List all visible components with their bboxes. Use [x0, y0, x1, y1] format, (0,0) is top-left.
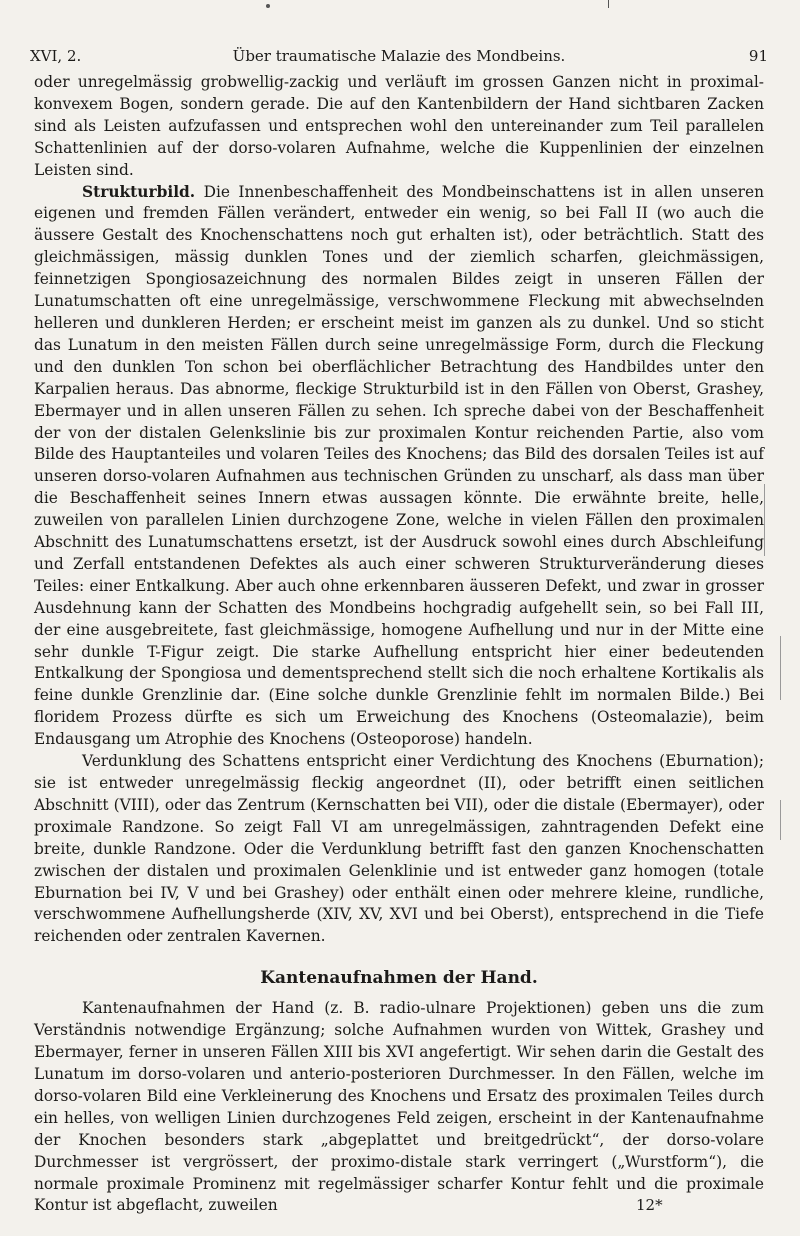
section-heading: Kantenaufnahmen der Hand.	[260, 968, 538, 989]
volume-number: XVI, 2.	[30, 47, 82, 65]
paragraph-strukturbild	[34, 182, 764, 752]
top-tick-mark	[608, 0, 609, 8]
margin-line-3	[780, 800, 781, 840]
section-label-strukturbild: Strukturbild.	[82, 182, 196, 201]
running-title: Über traumatische Malazie des Mondbeins.	[232, 47, 566, 65]
body-text	[34, 72, 764, 1217]
running-header	[30, 44, 768, 68]
paragraph-1: oder unregelmässig grobwellig-zackig und verläuft im grossen Ganzen nicht in proximal-konvexem Bogen, sondern gerade. Die auf den Kantenbildern der Hand sichtbaren Zacken sind als Leisten aufzufassen und entsprechen wohl den untereinander zum Teil parallelen Schattenlinien auf der dorso-volaren Aufnahme, welche die Kuppenlinien der einzelnen Leisten sind.	[34, 73, 764, 179]
margin-line-2	[780, 636, 781, 700]
top-dot-mark	[266, 4, 270, 8]
paragraph-kantenaufnahmen: Kantenaufnahmen der Hand (z. B. radio-ulnare Projektionen) geben uns die zum Verständnis notwendige Ergänzung; solche Aufnahmen wurden von Wittek, Grashey und Ebermayer, ferner in unseren Fällen XIII bis XVI angefertigt. Wir sehen darin die Gestalt des Lunatum im dorso-volaren und anterio-posterioren Durchmesser. In den Fällen, welche im dorso-volaren Bild eine Verkleinerung des Knochens und Ersatz des proximalen Teiles durch ein helles, von welligen Linien durchzogenes Feld zeigen, erscheint in der Kantenaufnahme der Knochen besonders stark „abgeplattet und breitgedrückt“, der dorso-volare Durchmesser ist vergrössert, der proximo-distale stark verringert („Wurstform“), die normale proximale Prominenz mit regelmässiger scharfer Kontur fehlt und die proximale Kontur ist abgeflacht, zuweilen	[34, 999, 764, 1215]
page-number: 91	[748, 47, 768, 65]
paragraph-strukturbild-text: Die Innenbeschaffenheit des Mondbeinschattens ist in allen unseren eigenen und fremden Fällen verändert, entweder ein wenig, so bei Fall II (wo auch die äussere Gestalt des Knochenschattens noch gut erhalten ist), oder beträchtlich. Statt des gleichmässigen, mässig dunklen Tones und der ziemlich scharfen, gleichmässigen, feinnetzigen Spongiosazeichnung des normalen Bildes zeigt in unseren Fällen der Lunatumschatten oft eine unregelmässige, verschwommene Fleckung mit abwechselnden helleren und dunkleren Herden; er erscheint meist im ganzen als zu dunkel. Und so sticht das Lunatum in den meisten Fällen durch seine unregelmässige Form, durch die Fleckung und den dunklen Ton schon bei oberflächlicher Betrachtung des Handbildes unter den Karpalien heraus. Das abnorme, fleckige Strukturbild ist in den Fällen von Oberst, Grashey, Ebermayer und in allen unseren Fällen zu sehen. Ich spreche dabei von der Beschaffenheit der von der distalen Gelenkslinie bis zur proximalen Kontur reichenden Partie, also vom Bilde des Hauptanteiles und volaren Teiles des Knochens; das Bild des dorsalen Teiles ist auf unseren dorso-volaren Aufnahmen aus technischen Gründen zu unscharf, als dass man über die Beschaffenheit seines Innern etwas aussagen könnte. Die erwähnte breite, helle, zuweilen von parallelen Linien durchzogene Zone, welche in vielen Fällen den proximalen Abschnitt des Lunatumschattens ersetzt, ist der Ausdruck sowohl eines durch Abschleifung und Zerfall entstandenen Defektes als auch einer schweren Strukturveränderung dieses Teiles: einer Entkalkung. Aber auch ohne erkennbaren äusseren Defekt, und zwar in grosser Ausdehnung kann der Schatten des Mondbeins hochgradig aufgehellt sein, so bei Fall III, der eine ausgebreitete, fast gleichmässige, homogene Aufhellung und nur in der Mitte eine sehr dunkle T-Figur zeigt. Die starke Aufhellung entspricht hier einer bedeutenden Entkalkung der Spongiosa und dementsprechend stellt sich die noch erhaltene Kortikalis als feine dunkle Grenzlinie dar. (Eine solche dunkle Grenzlinie fehlt im normalen Bilde.) Bei floridem Prozess dürfte es sich um Erweichung des Knochens (Osteomalazie), beim Endausgang um Atrophie des Knochens (Osteoporose) handeln.	[34, 182, 764, 749]
margin-line-1	[764, 484, 765, 556]
signature-mark: 12*	[636, 1196, 663, 1214]
paragraph-verdunklung: Verdunklung des Schattens entspricht einer Verdichtung des Knochens (Eburnation); sie ist entweder unregelmässig fleckig angeordnet (II), oder betrifft einen seitlichen Abschnitt (VIII), oder das Zentrum (Kernschatten bei VII), oder die distale (Ebermayer), oder proximale Randzone. So zeigt Fall VI am unregelmässigen, zahntragenden Defekt eine breite, dunkle Randzone. Oder die Verdunklung betrifft fast den ganzen Knochenschatten zwischen der distalen und proximalen Gelenklinie und ist entweder ganz homogen (totale Eburnation bei IV, V und bei Grashey) oder enthält einen oder mehrere kleine, rundliche, verschwommene Aufhellungsherde (XIV, XV, XVI und bei Oberst), entsprechend in die Tiefe reichenden oder zentralen Kavernen.	[34, 752, 764, 946]
